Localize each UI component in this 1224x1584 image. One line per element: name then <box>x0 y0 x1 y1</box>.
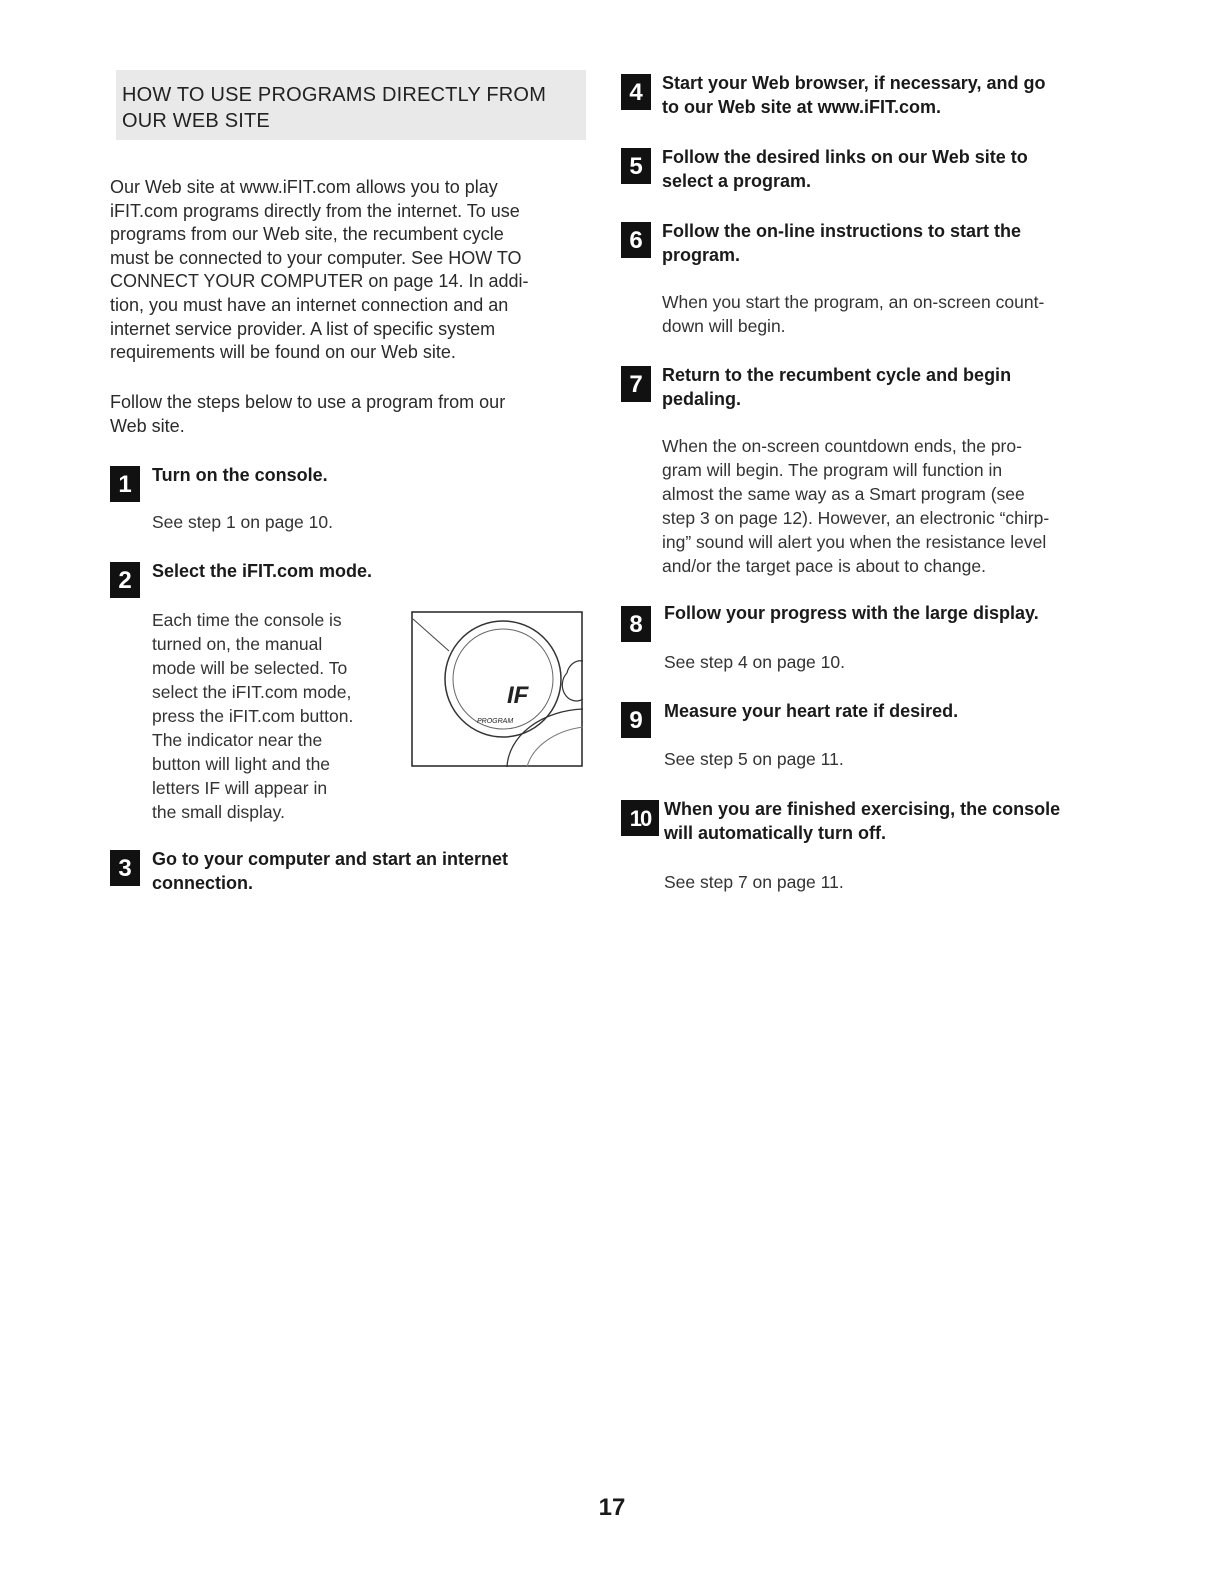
section-heading <box>116 70 586 140</box>
step-1-note <box>152 510 333 534</box>
step-title-line: will automatically turn off. <box>664 822 887 843</box>
intro-line: Web site. <box>110 415 185 436</box>
step-note-line: gram will begin. The program will function in <box>662 460 1003 480</box>
intro-line: programs from our Web site, the recumbent cycle <box>110 224 504 245</box>
step-9-badge <box>621 702 651 738</box>
intro-paragraph-2 <box>110 391 505 438</box>
step-title-line: Follow the on-line instructions to start the <box>662 221 1021 241</box>
step-9-title <box>664 700 958 724</box>
step-10-note <box>664 870 844 894</box>
step-title-line: pedaling. <box>662 388 742 409</box>
step-5-badge <box>621 148 651 184</box>
step-title-line: Return to the recumbent cycle and begin <box>662 365 1012 385</box>
step-note-line: ing” sound will alert you when the resistance level <box>662 532 1047 552</box>
step-title-line: Measure your heart rate if desired. <box>664 701 959 721</box>
section-heading-line-2: OUR WEB SITE <box>122 110 270 132</box>
step-7-badge <box>621 366 651 402</box>
intro-line: Our Web site at www.iFIT.com allows you to play <box>110 177 498 197</box>
step-note-line: Each time the console is <box>152 610 342 630</box>
step-note-line: See step 1 on page 10. <box>152 512 333 532</box>
step-number: 7 <box>629 371 643 398</box>
step-note-line: letters IF will appear in <box>152 778 328 798</box>
step-4-badge <box>621 74 651 110</box>
step-10-badge <box>621 800 659 836</box>
step-9-note <box>664 747 844 771</box>
step-note-line: See step 4 on page 10. <box>664 652 845 672</box>
step-title-line: to our Web site at www.iFIT.com. <box>662 96 942 117</box>
step-title-line: connection. <box>152 872 254 893</box>
step-6-title <box>662 220 1021 267</box>
small-display-readout: IF <box>507 682 529 709</box>
step-2-badge <box>110 562 140 598</box>
step-1-badge <box>110 466 140 502</box>
page-number: 17 <box>598 1494 626 1521</box>
step-note-line: turned on, the manual <box>152 634 323 654</box>
step-title-line: Turn on the console. <box>152 465 328 485</box>
illustration-frame <box>412 612 582 766</box>
intro-line: CONNECT YOUR COMPUTER on page 14. In addi- <box>110 271 529 292</box>
intro-line: iFIT.com programs directly from the internet. To use <box>110 200 520 221</box>
step-4-title <box>662 72 1045 119</box>
step-note-line: press the iFIT.com button. <box>152 706 354 726</box>
console-display-illustration <box>411 611 583 767</box>
intro-line: must be connected to your computer. See HOW TO <box>110 247 522 268</box>
step-title-line: Follow the desired links on our Web site to <box>662 147 1028 167</box>
step-6-note <box>662 290 1044 338</box>
step-number: 1 <box>118 471 132 498</box>
step-note-line: mode will be selected. To <box>152 658 348 678</box>
intro-line: tion, you must have an internet connection and an <box>110 294 509 315</box>
program-label: PROGRAM <box>477 718 514 725</box>
intro-line: Follow the steps below to use a program from our <box>110 392 506 412</box>
step-note-line: and/or the target pace is about to change. <box>662 556 986 576</box>
step-1-title <box>152 464 328 488</box>
step-title-line: select a program. <box>662 170 812 191</box>
step-number: 5 <box>629 153 643 180</box>
step-10-title <box>664 798 1060 845</box>
step-title-line: program. <box>662 244 741 265</box>
step-note-line: See step 7 on page 11. <box>664 872 844 892</box>
step-number: 3 <box>118 855 132 882</box>
step-number: 4 <box>629 79 643 106</box>
step-5-title <box>662 146 1028 193</box>
step-8-badge <box>621 606 651 642</box>
intro-line: requirements will be found on our Web site. <box>110 342 456 363</box>
step-note-line: step 3 on page 12). However, an electronic “chirp- <box>662 508 1050 528</box>
step-3-title <box>152 848 508 895</box>
step-title-line: Select the iFIT.com mode. <box>152 561 373 581</box>
step-note-line: When you start the program, an on-screen count- <box>662 292 1045 312</box>
step-7-note <box>662 434 1049 578</box>
step-note-line: See step 5 on page 11. <box>664 749 844 769</box>
step-note-line: When the on-screen countdown ends, the pro- <box>662 436 1022 456</box>
step-note-line: select the iFIT.com mode, <box>152 682 352 702</box>
step-number: 9 <box>629 707 643 734</box>
step-number: 6 <box>629 227 643 254</box>
step-note-line: button will light and the <box>152 754 331 774</box>
step-note-line: The indicator near the <box>152 730 323 750</box>
step-2-note <box>152 608 353 824</box>
step-title-line: Start your Web browser, if necessary, and go <box>662 73 1046 93</box>
step-3-badge <box>110 850 140 886</box>
step-7-title <box>662 364 1011 411</box>
step-note-line: down will begin. <box>662 316 786 336</box>
step-note-line: almost the same way as a Smart program (see <box>662 484 1025 504</box>
step-number: 10 <box>629 806 651 831</box>
step-number: 8 <box>629 611 643 638</box>
step-8-title <box>664 602 1039 626</box>
intro-line: internet service provider. A list of specific system <box>110 318 496 339</box>
intro-paragraph-1 <box>110 176 528 365</box>
step-8-note <box>664 650 845 674</box>
step-title-line: Follow your progress with the large display. <box>664 603 1039 623</box>
step-title-line: Go to your computer and start an internet <box>152 849 509 869</box>
section-heading-line-1: HOW TO USE PROGRAMS DIRECTLY FROM <box>122 84 547 106</box>
step-number: 2 <box>118 567 132 594</box>
step-title-line: When you are finished exercising, the console <box>664 799 1061 819</box>
step-6-badge <box>621 222 651 258</box>
step-note-line: the small display. <box>152 802 285 822</box>
step-2-title <box>152 560 372 584</box>
